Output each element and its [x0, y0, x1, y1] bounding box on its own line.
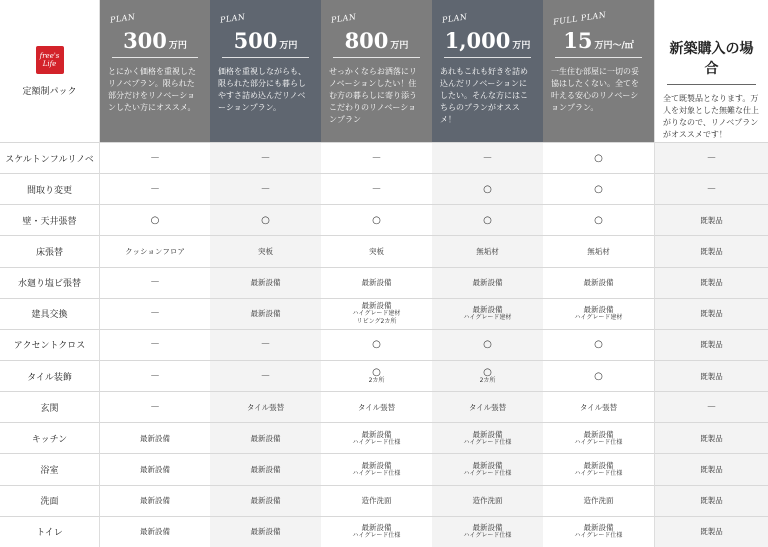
table-cell [321, 329, 432, 360]
cell-note: ハイグレード仕様 [352, 532, 401, 540]
table-cell [100, 485, 210, 516]
cell-value: タイル張替 [468, 402, 507, 412]
cell-value: 突板 [258, 246, 273, 256]
cell-value: 突板 [369, 246, 384, 256]
plan-description: 一生住む部屋に一切の妥協はしたくない。全てを叶える安心のリノベーションプラン。 [551, 67, 639, 112]
row-label: 水廻り塩ビ張替 [0, 267, 100, 298]
table-cell [100, 360, 210, 391]
table-cell [210, 391, 321, 422]
cell-value: 最新設備 [250, 527, 281, 537]
row-label: 床張替 [0, 235, 100, 266]
cell-note: ハイグレード建材 [574, 314, 623, 322]
price-number: 1,000 [444, 28, 511, 53]
table-cell [432, 485, 543, 516]
table-cell [100, 235, 210, 266]
cell-value: 既製品 [700, 433, 723, 443]
plan-tag: FULL PLAN [552, 10, 607, 27]
cell-value: ○ [483, 366, 492, 378]
price-unit: 万円 [279, 41, 298, 51]
cell-value: 最新設備 [472, 523, 503, 533]
table-cell [321, 516, 432, 547]
table-cell [654, 516, 768, 547]
table-cell [543, 173, 654, 204]
cell-value: ○ [483, 214, 492, 226]
table-cell [543, 235, 654, 266]
cell-value: － [706, 152, 717, 164]
cell-value: タイル張替 [357, 402, 396, 412]
cell-value: － [150, 308, 160, 320]
cell-value: － [150, 152, 160, 164]
plan-description: 価格を重視しながらも、限られた部分にも暮らしやすさ詰め込んだリノベーションプラン。 [218, 67, 306, 112]
table-cell [321, 360, 432, 391]
cell-value: クッションフロア [125, 246, 185, 256]
cell-value: 最新設備 [140, 464, 170, 474]
table-cell [210, 142, 321, 173]
cell-note: ハイグレード仕様 [574, 532, 623, 540]
table-cell [100, 516, 210, 547]
cell-value: 最新設備 [140, 433, 170, 443]
table-cell [100, 204, 210, 235]
cell-value: 造作洗面 [361, 496, 392, 506]
table-cell [654, 267, 768, 298]
price-number: 800 [344, 28, 389, 53]
cell-value: 最新設備 [583, 523, 614, 533]
plan-price [218, 28, 313, 53]
cell-note: ハイグレード仕様 [352, 438, 401, 446]
table-cell [321, 142, 432, 173]
table-cell [210, 453, 321, 484]
row-label: 建具交換 [0, 298, 100, 329]
cell-value: ○ [594, 370, 603, 382]
cell-value: ○ [594, 214, 603, 226]
table-cell [432, 142, 543, 173]
table-cell [321, 485, 432, 516]
price-number: 15 [563, 28, 593, 53]
table-cell [654, 235, 768, 266]
table-cell [543, 267, 654, 298]
plan-price [551, 28, 646, 53]
divider [333, 57, 420, 58]
cell-value: 最新設備 [361, 429, 392, 439]
corner-cell [0, 0, 100, 142]
cell-value: 最新設備 [361, 523, 392, 533]
plan-header-800 [321, 0, 432, 142]
table-cell [210, 267, 321, 298]
table-cell [543, 360, 654, 391]
cell-value: 最新設備 [583, 460, 614, 470]
cell-value: 既製品 [700, 340, 723, 350]
table-cell [100, 173, 210, 204]
cell-value: 既製品 [700, 371, 723, 381]
cell-value: － [260, 183, 271, 195]
cell-value: 最新設備 [472, 429, 503, 439]
cell-value: 最新設備 [250, 496, 281, 506]
cell-note: ハイグレード仕様 [463, 532, 512, 540]
cell-value: － [706, 401, 717, 413]
row-label: 洗面 [0, 485, 100, 516]
table-cell [210, 360, 321, 391]
row-label: スケルトンフルリノベ [0, 142, 100, 173]
cell-value: － [371, 183, 382, 195]
table-cell [543, 485, 654, 516]
cell-value: 既製品 [700, 215, 723, 225]
cell-note: リビング2カ所 [356, 318, 397, 326]
cell-value: タイル張替 [579, 402, 618, 412]
table-cell [543, 391, 654, 422]
row-label: 壁・天井張替 [0, 204, 100, 235]
row-label: トイレ [0, 516, 100, 547]
cell-value: 造作洗面 [583, 496, 614, 506]
table-cell [654, 391, 768, 422]
row-label: アクセントクロス [0, 329, 100, 360]
table-cell [654, 329, 768, 360]
table-cell [100, 298, 210, 329]
cell-value: 既製品 [700, 496, 723, 506]
cell-note: ハイグレード仕様 [574, 469, 623, 477]
cell-value: － [260, 152, 271, 164]
cell-value: 最新設備 [250, 309, 281, 319]
plan-header-1000 [432, 0, 543, 142]
table-cell [654, 298, 768, 329]
cell-value: － [260, 370, 271, 382]
cell-value: 最新設備 [472, 460, 503, 470]
cell-value: 最新設備 [250, 278, 281, 288]
cell-note: ハイグレード仕様 [574, 438, 623, 446]
table-cell [432, 173, 543, 204]
cell-value: － [150, 183, 160, 195]
cell-value: － [260, 339, 271, 351]
plan-description: とにかく価格を重視したリノベプラン。限られた部分だけをリノベーションしたい方にオススメ。 [108, 67, 196, 112]
table-cell [210, 298, 321, 329]
table-cell [100, 391, 210, 422]
cell-value: ○ [372, 366, 381, 378]
cell-value: 最新設備 [250, 464, 281, 474]
plan-header-500 [210, 0, 321, 142]
table-cell [321, 391, 432, 422]
table-cell [543, 329, 654, 360]
table-cell [321, 173, 432, 204]
table-cell [654, 360, 768, 391]
new-build-title: 新築購入の場合 [669, 41, 754, 77]
cell-note: ハイグレード仕様 [352, 469, 401, 477]
table-cell [543, 422, 654, 453]
cell-value: 最新設備 [250, 433, 281, 443]
price-unit: 万円～/㎡ [594, 41, 634, 51]
table-cell [432, 516, 543, 547]
table-cell [321, 267, 432, 298]
plan-tag: PLAN [330, 12, 357, 25]
cell-value: 最新設備 [140, 527, 170, 537]
cell-value: 最新設備 [583, 429, 614, 439]
table-cell [210, 204, 321, 235]
cell-value: ○ [594, 183, 603, 195]
divider [444, 57, 531, 58]
table-cell [100, 422, 210, 453]
table-cell [210, 173, 321, 204]
cell-value: ○ [372, 339, 381, 351]
table-cell [654, 422, 768, 453]
divider [222, 57, 309, 58]
table-cell [543, 516, 654, 547]
new-build-description: 全て既製品となります。万人を対象とした無難な仕上がりなので、リノベプランがオススメです！ [663, 94, 759, 139]
plan-price [108, 28, 202, 53]
cell-value: 最新設備 [583, 278, 614, 288]
table-cell [432, 235, 543, 266]
divider [112, 57, 198, 58]
cell-note: ハイグレード建材 [352, 310, 401, 318]
table-cell [432, 391, 543, 422]
table-cell [321, 235, 432, 266]
row-label: キッチン [0, 422, 100, 453]
table-cell [654, 453, 768, 484]
table-cell [543, 298, 654, 329]
cell-value: 最新設備 [472, 278, 503, 288]
plan-header-300 [100, 0, 210, 142]
table-cell [654, 173, 768, 204]
table-cell [321, 204, 432, 235]
cell-value: ○ [483, 183, 492, 195]
cell-value: タイル張替 [246, 402, 285, 412]
cell-value: ○ [594, 339, 603, 351]
cell-value: 最新設備 [361, 460, 392, 470]
table-cell [321, 298, 432, 329]
cell-note: ハイグレード仕様 [463, 469, 512, 477]
cell-value: 既製品 [700, 527, 723, 537]
table-cell [432, 204, 543, 235]
table-cell [210, 485, 321, 516]
table-cell [432, 267, 543, 298]
table-cell [321, 422, 432, 453]
cell-value: 既製品 [700, 464, 723, 474]
cell-value: － [150, 401, 160, 413]
cell-value: ○ [261, 214, 270, 226]
table-cell [543, 142, 654, 173]
cell-value: 最新設備 [361, 278, 392, 288]
row-label: 間取り変更 [0, 173, 100, 204]
table-cell [432, 422, 543, 453]
table-cell [100, 329, 210, 360]
table-cell [210, 235, 321, 266]
table-cell [654, 204, 768, 235]
price-number: 300 [123, 28, 167, 53]
table-cell [321, 453, 432, 484]
cell-value: － [150, 277, 160, 289]
table-cell [654, 142, 768, 173]
cell-value: － [371, 152, 382, 164]
cell-note: 2カ所 [368, 376, 385, 384]
cell-value: 最新設備 [140, 496, 170, 506]
price-unit: 万円 [168, 41, 187, 51]
table-cell [210, 329, 321, 360]
cell-value: 最新設備 [472, 305, 503, 315]
cell-note: ハイグレード仕様 [463, 438, 512, 446]
cell-value: 無垢材 [587, 246, 610, 256]
plan-description: あれもこれも好きを詰め込んだリノベーションにしたい。そんな方にはこちらのプランがオススメ！ [440, 67, 528, 124]
cell-value: 無垢材 [476, 246, 499, 256]
price-unit: 万円 [512, 41, 531, 51]
new-build-header [654, 0, 768, 142]
cell-value: ○ [372, 214, 381, 226]
price-unit: 万円 [390, 41, 409, 51]
plan-description: せっかくならお洒落にリノベーションしたい！住む方の暮らしに寄り添うこだわりのリノベーションプラン [329, 67, 417, 124]
cell-value: － [706, 183, 717, 195]
brand-logo: free's Life [36, 46, 64, 74]
cell-value: 既製品 [700, 309, 723, 319]
cell-value: － [150, 370, 160, 382]
cell-note: ハイグレード建材 [463, 314, 512, 322]
table-cell [543, 204, 654, 235]
table-cell [432, 360, 543, 391]
cell-value: 最新設備 [361, 301, 392, 311]
cell-note: 2カ所 [479, 376, 496, 384]
table-cell [432, 329, 543, 360]
plan-price [440, 28, 535, 53]
pack-label: 定額制パック [22, 86, 77, 97]
table-cell [654, 485, 768, 516]
row-label: 玄関 [0, 391, 100, 422]
cell-value: 最新設備 [583, 305, 614, 315]
table-cell [210, 516, 321, 547]
table-cell [100, 453, 210, 484]
table-cell [210, 422, 321, 453]
cell-value: 造作洗面 [472, 496, 503, 506]
plan-tag: PLAN [109, 12, 136, 25]
plan-header-full [543, 0, 654, 142]
cell-value: － [150, 339, 160, 351]
table-cell [432, 298, 543, 329]
price-number: 500 [233, 28, 278, 53]
cell-value: － [482, 152, 493, 164]
row-label: 浴室 [0, 453, 100, 484]
table-cell [100, 142, 210, 173]
divider [555, 57, 642, 58]
plan-price [329, 28, 424, 53]
cell-value: ○ [150, 214, 160, 226]
cell-value: 既製品 [700, 246, 723, 256]
plan-tag: PLAN [219, 12, 246, 25]
cell-value: ○ [483, 339, 492, 351]
table-cell [543, 453, 654, 484]
table-cell [432, 453, 543, 484]
divider [667, 84, 756, 85]
cell-value: 既製品 [700, 278, 723, 288]
plan-tag: PLAN [441, 12, 468, 25]
row-label: タイル装飾 [0, 360, 100, 391]
cell-value: ○ [594, 152, 603, 164]
table-cell [100, 267, 210, 298]
